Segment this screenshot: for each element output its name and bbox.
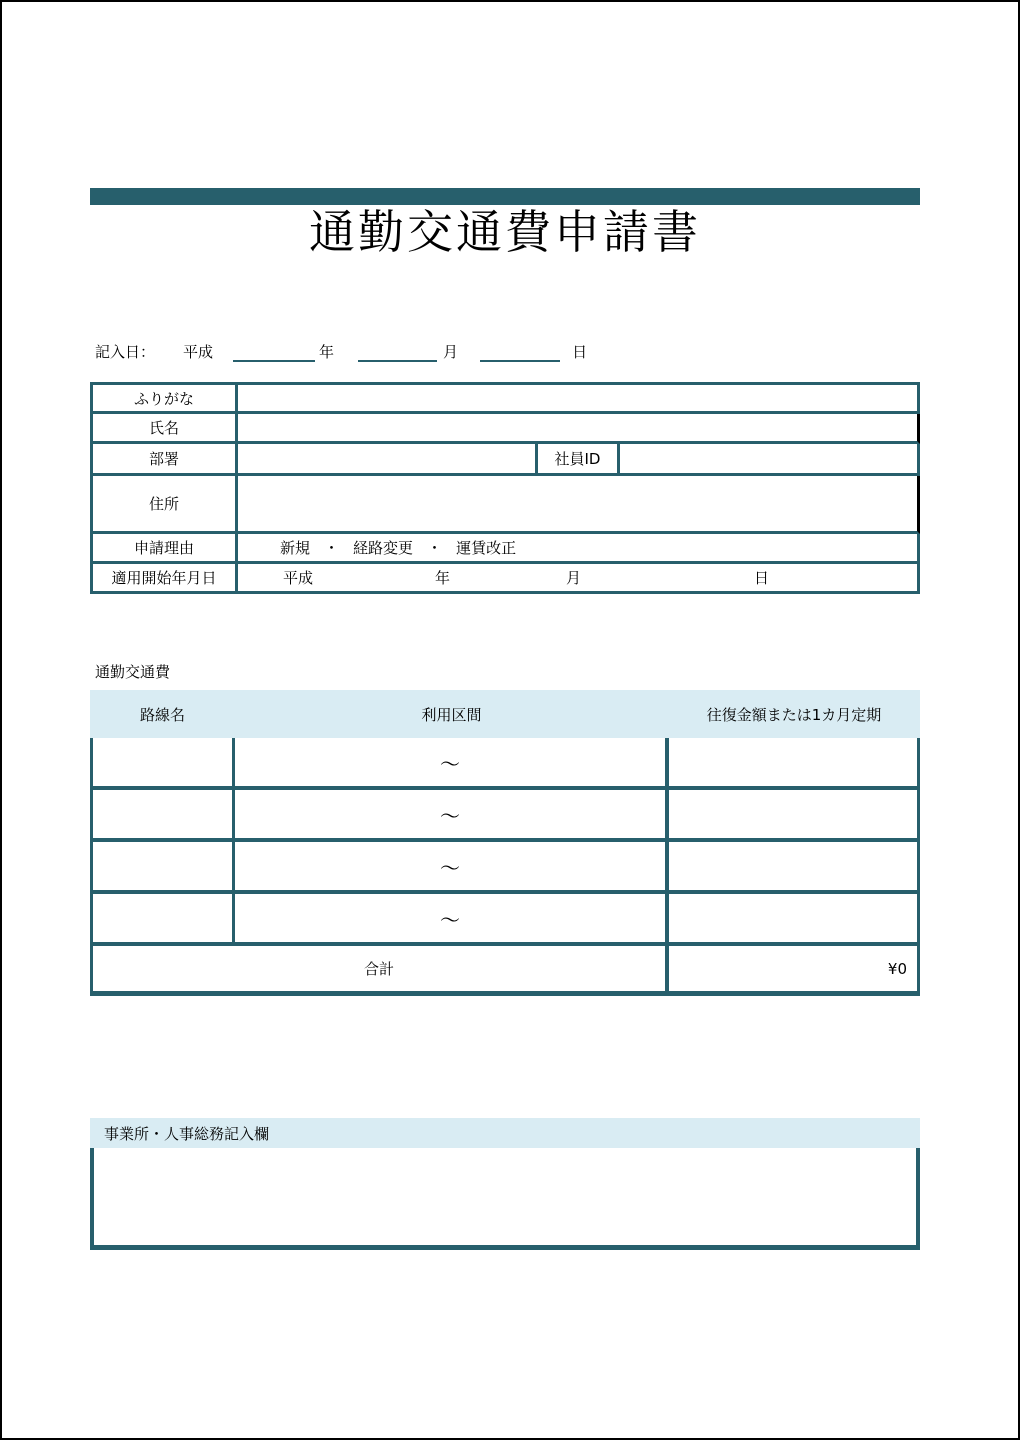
furigana-input-cell[interactable] — [238, 385, 917, 411]
start-date-label: 適用開始年月日 — [93, 564, 238, 591]
office-section-header — [90, 1118, 920, 1148]
start-date-input-cell[interactable] — [238, 564, 917, 591]
address-input-cell[interactable] — [238, 476, 917, 531]
reason-option-route-change[interactable]: 経路変更 — [353, 539, 414, 557]
entry-date-day-blank[interactable] — [480, 343, 560, 362]
name-input-cell[interactable] — [238, 414, 917, 441]
office-notes-input-area[interactable] — [90, 1148, 920, 1250]
entry-date-era: 平成 — [183, 343, 214, 361]
segment-input-cell[interactable] — [235, 790, 669, 838]
address-label: 住所 — [93, 476, 238, 531]
segment-tilde: 〜 — [440, 751, 460, 776]
start-date-era: 平成 — [283, 569, 314, 587]
transport-table-header — [90, 690, 920, 738]
reason-options-cell[interactable] — [238, 534, 917, 561]
fare-input-cell[interactable] — [669, 894, 917, 942]
start-date-month-suffix: 月 — [566, 569, 582, 587]
applicant-table — [90, 382, 920, 594]
total-value: ¥0 — [887, 959, 907, 978]
entry-date-year-suffix: 年 — [319, 343, 335, 361]
table-row — [93, 738, 917, 790]
reason-label: 申請理由 — [93, 534, 238, 561]
table-row — [93, 564, 920, 591]
employee-id-label: 社員ID — [535, 444, 620, 473]
segment-input-cell[interactable] — [235, 894, 669, 942]
department-label: 部署 — [93, 444, 238, 473]
table-row — [93, 842, 917, 894]
table-row — [93, 790, 917, 842]
title-accent-bar — [90, 188, 920, 205]
fare-input-cell[interactable] — [669, 790, 917, 838]
table-row — [93, 534, 920, 564]
transport-section-title: 通勤交通費 — [95, 663, 171, 681]
fare-input-cell[interactable] — [669, 842, 917, 890]
reason-option-fare-revision[interactable]: 運賃改正 — [456, 539, 517, 557]
segment-input-cell[interactable] — [235, 842, 669, 890]
entry-date-month-suffix: 月 — [443, 343, 459, 361]
table-row — [93, 476, 920, 534]
start-date-year-suffix: 年 — [435, 569, 451, 587]
segment-input-cell[interactable] — [235, 738, 669, 786]
employee-id-input-cell[interactable] — [620, 444, 917, 473]
department-input-cell[interactable] — [238, 444, 535, 473]
segment-tilde: 〜 — [440, 855, 460, 880]
route-name-input-cell[interactable] — [93, 894, 235, 942]
route-name-input-cell[interactable] — [93, 842, 235, 890]
furigana-label: ふりがな — [93, 385, 238, 411]
reason-separator: ・ — [427, 539, 443, 557]
reason-option-new[interactable]: 新規 — [280, 539, 311, 557]
table-row — [93, 414, 920, 444]
total-label: 合計 — [93, 946, 669, 991]
segment-tilde: 〜 — [440, 803, 460, 828]
route-name-input-cell[interactable] — [93, 738, 235, 786]
entry-date-day-suffix: 日 — [572, 343, 588, 361]
entry-date-year-blank[interactable] — [233, 343, 315, 362]
entry-date-month-blank[interactable] — [358, 343, 437, 362]
segment-header: 利用区間 — [421, 705, 482, 724]
office-section-title: 事業所・人事総務記入欄 — [104, 1124, 270, 1143]
table-row — [93, 385, 920, 414]
fare-header: 往復金額または1カ月定期 — [706, 705, 882, 724]
segment-tilde: 〜 — [440, 907, 460, 932]
total-row — [93, 946, 917, 991]
reason-separator: ・ — [324, 539, 340, 557]
table-row — [93, 894, 917, 946]
entry-date-line — [95, 338, 587, 362]
name-label: 氏名 — [93, 414, 238, 441]
route-name-header: 路線名 — [139, 705, 185, 724]
fare-input-cell[interactable] — [669, 738, 917, 786]
transport-table-body — [90, 738, 920, 996]
table-row — [93, 444, 920, 476]
form-title: 通勤交通費申請書 — [309, 205, 701, 259]
route-name-input-cell[interactable] — [93, 790, 235, 838]
start-date-day-suffix: 日 — [754, 569, 770, 587]
entry-date-label: 記入日： — [95, 343, 156, 361]
